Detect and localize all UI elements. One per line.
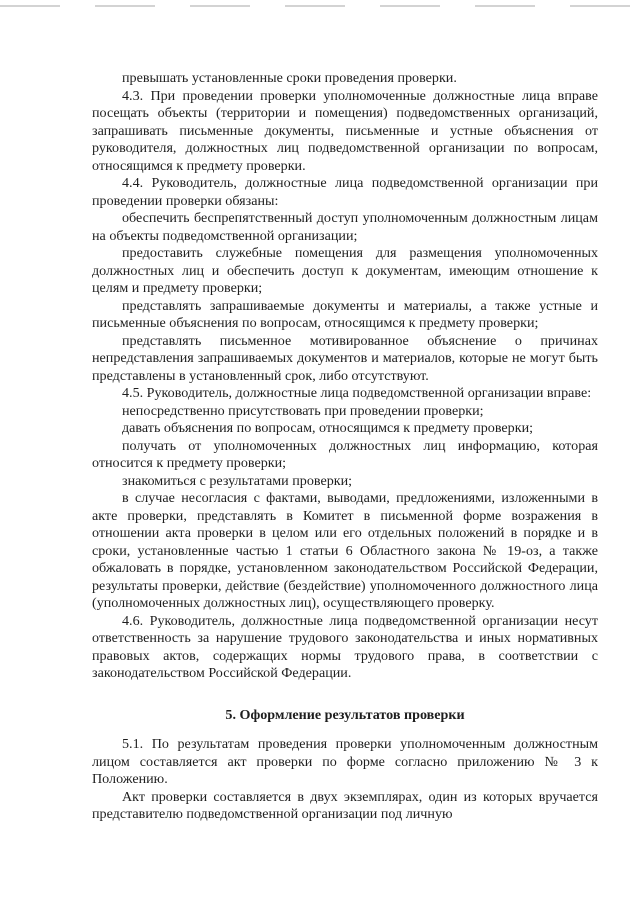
- paragraph-4-5-item-5: в случае несогласия с фактами, выводами, предложениями, изложенными в акте проверки, представлять в Комитет в письменной форме возражения в отношении акта проверки в целом или его отдельных положений в порядке и в сроки, установленные частью 1 статьи 6 Областного закона № 19-оз, а также обжаловать в порядке, установленном законодательством Российской Федерации, результаты проверки, действие (бездействие) уполномоченного должностного лица (уполномоченных должностных лиц), осуществляющего проверку.: [92, 490, 598, 611]
- paragraph-5-1: 5.1. По результатам проведения проверки уполномоченным должностным лицом составляется акт проверки по форме согласно приложению № 3 к Положению.: [92, 736, 598, 787]
- paragraph-5-1-act: Акт проверки составляется в двух экземплярах, один из которых вручается представителю подведомственной организации под личную: [92, 788, 598, 822]
- paragraph-4-4: 4.4. Руководитель, должностные лица подведомственной организации при проведении проверки обязаны:: [92, 175, 598, 209]
- paragraph-4-4-item-4: представлять письменное мотивированное объяснение о причинах непредставления запрашиваемых документов и материалов, которые не могут быть представлены в установленный срок, либо отсутствуют.: [92, 332, 598, 384]
- paragraph-4-4-item-3: представлять запрашиваемые документы и материалы, а также устные и письменные объяснения по вопросам, относящимся к предмету проверки;: [92, 297, 598, 331]
- paragraph-4-4-item-1: обеспечить беспрепятственный доступ уполномоченным должностным лицам на объекты подведомственной организации;: [92, 210, 598, 244]
- paragraph-4-5-item-2: давать объяснения по вопросам, относящимся к предмету проверки;: [122, 420, 534, 436]
- paragraph-0: превышать установленные сроки проведения проверки.: [122, 70, 457, 86]
- section-heading: 5. Оформление результатов проверки: [225, 706, 465, 723]
- paragraph-4-6: 4.6. Руководитель, должностные лица подведомственной организации несут ответственность за нарушение трудового законодательства и иных нормативных правовых актов, содержащих нормы трудового права, в соответствии с законодательством Российской Федерации.: [92, 612, 598, 681]
- paragraph-4-5-item-1: непосредственно присутствовать при проведении проверки;: [122, 402, 484, 419]
- paragraph-4-4-item-2: предоставить служебные помещения для размещения уполномоченных должностных лиц и обеспечить доступ к документам, имеющим отношение к целям и предмету проверки;: [92, 245, 598, 296]
- document-page: [92, 70, 598, 824]
- paragraph-4-5: 4.5. Руководитель, должностные лица подведомственной организации вправе:: [122, 385, 592, 401]
- paragraph-4-5-item-4: знакомиться с результатами проверки;: [122, 472, 353, 489]
- paragraph-4-5-item-3: получать от уполномоченных должностных лиц информацию, которая относится к предмету проверки;: [92, 437, 598, 471]
- scan-top-edge: [0, 5, 640, 7]
- paragraph-4-3: 4.3. При проведении проверки уполномоченные должностные лица вправе посещать объекты (территории и помещения) подведомственных организаций, запрашивать письменные документы, письменные и устные объяснения от руководителя, должностных лиц подведомственной организации по вопросам, относящимся к предмету проверки.: [92, 87, 598, 174]
